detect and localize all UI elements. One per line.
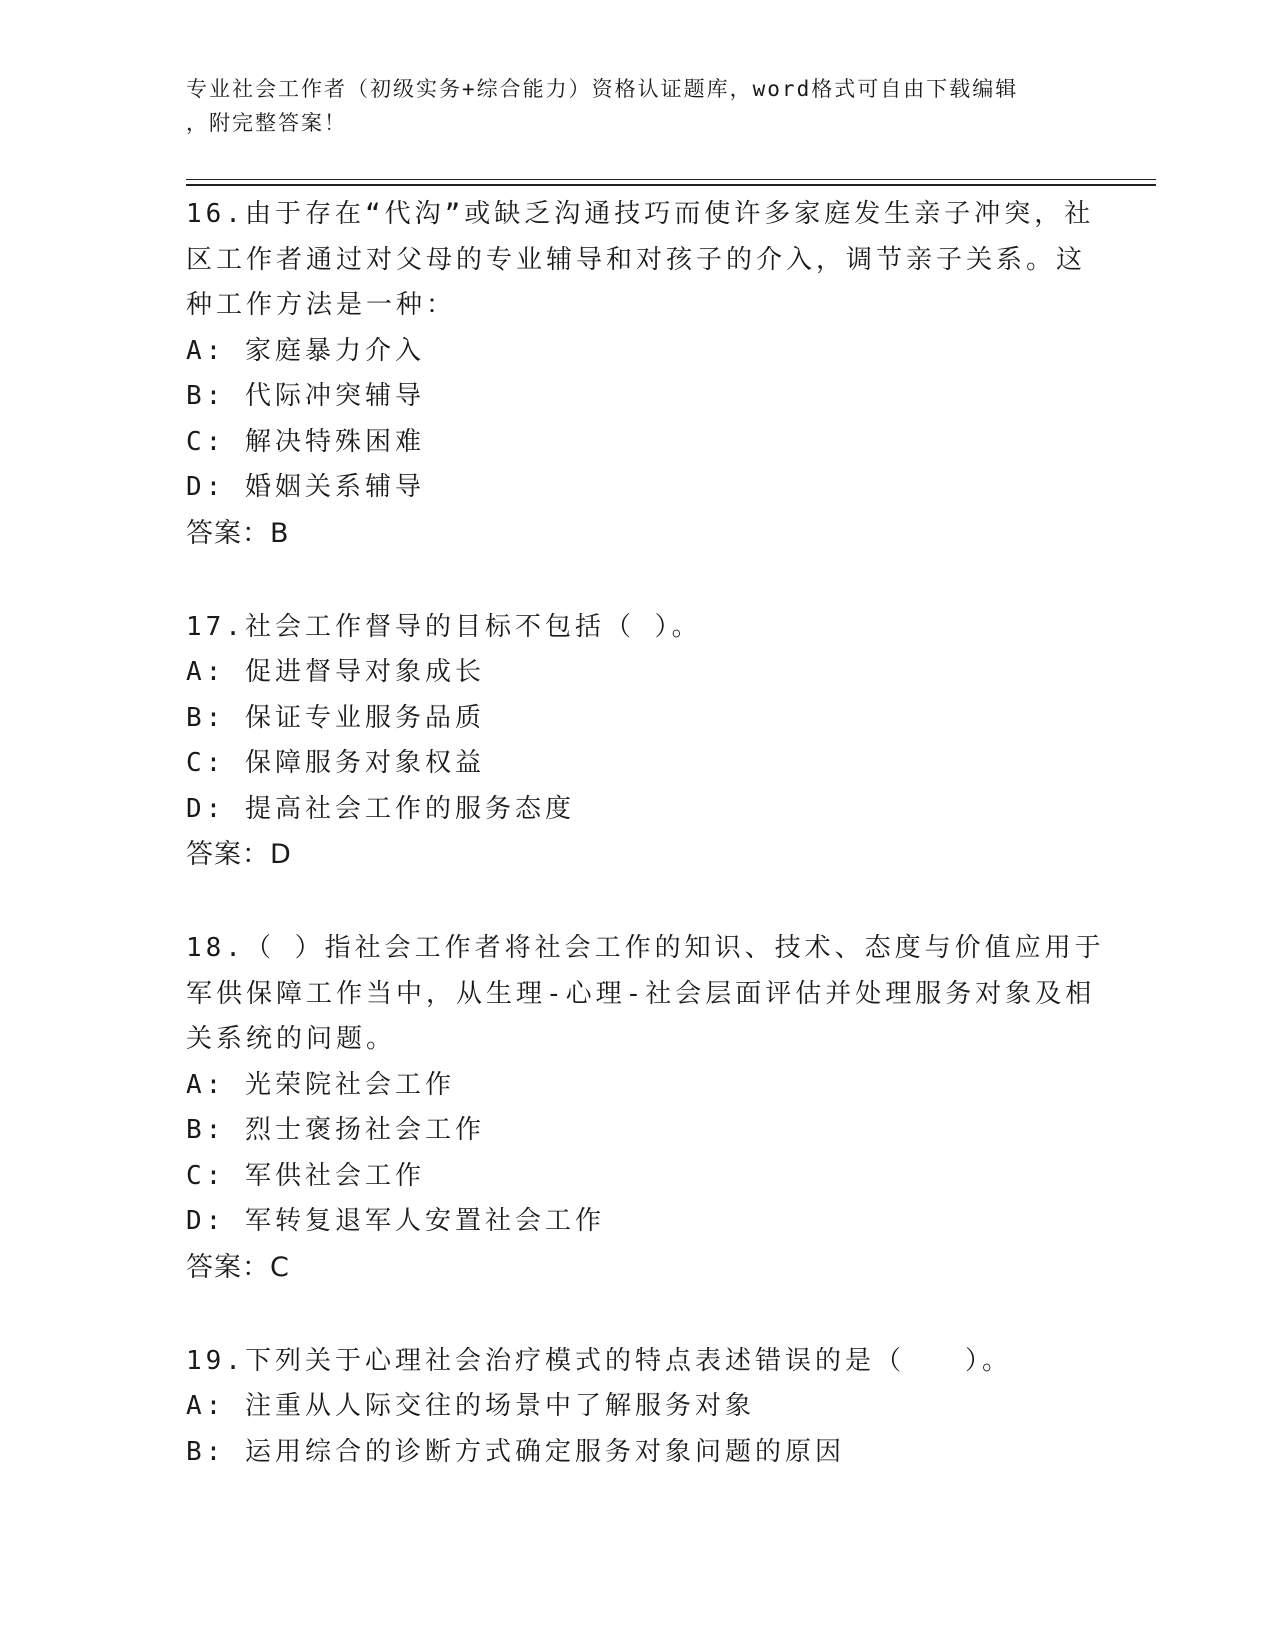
question-17 <box>186 605 1086 879</box>
question-18 <box>186 926 1105 1291</box>
question-text-line: 17.社会工作督导的目标不包括（ ）。 <box>186 611 702 642</box>
question-19 <box>186 1339 1086 1476</box>
option-d: D: 婚姻关系辅导 <box>186 472 425 502</box>
header-divider-thick <box>186 184 1156 186</box>
question-text-line: 区工作者通过对父母的专业辅导和对孩子的介入，调节亲子关系。这 <box>186 244 1087 275</box>
header-title-line-1: 专业社会工作者（初级实务+综合能力）资格认证题库，word格式可自由下载编辑 <box>186 77 1019 101</box>
option-a: A: 注重从人际交往的场景中了解服务对象 <box>186 1391 755 1421</box>
answer-line: 答案：D <box>186 839 292 870</box>
answer-line: 答案：B <box>186 517 290 549</box>
option-b: B: 烈士褒扬社会工作 <box>186 1115 485 1145</box>
question-text-line: 种工作方法是一种： <box>186 290 457 320</box>
option-a: A: 光荣院社会工作 <box>186 1069 455 1100</box>
option-b: B: 代际冲突辅导 <box>186 381 425 411</box>
header-divider-thin <box>186 179 1156 180</box>
document-header <box>186 72 1086 140</box>
option-d: D: 军转复退军人安置社会工作 <box>186 1206 605 1236</box>
question-text-line: 18.（ ）指社会工作者将社会工作的知识、技术、态度与价值应用于 <box>186 933 1105 963</box>
answer-line: 答案：C <box>186 1251 290 1283</box>
option-b: B: 保证专业服务品质 <box>186 702 485 733</box>
option-c: C: 军供社会工作 <box>186 1160 425 1191</box>
option-a: A: 家庭暴力介入 <box>186 335 425 366</box>
question-16 <box>186 192 1095 557</box>
option-a: A: 促进督导对象成长 <box>186 657 485 687</box>
question-text-line: 16.由于存在“代沟”或缺乏沟通技巧而使许多家庭发生亲子冲突，社 <box>186 199 1095 229</box>
question-text-line: 关系统的问题。 <box>186 1024 397 1054</box>
question-text-line: 19.下列关于心理社会治疗模式的特点表述错误的是（ ）。 <box>186 1345 1012 1376</box>
option-b: B: 运用综合的诊断方式确定服务对象问题的原因 <box>186 1436 845 1467</box>
option-d: D: 提高社会工作的服务态度 <box>186 793 575 824</box>
header-title-line-2: ，附完整答案！ <box>186 111 347 135</box>
option-c: C: 保障服务对象权益 <box>186 748 485 778</box>
question-list <box>186 192 1105 1523</box>
option-c: C: 解决特殊困难 <box>186 426 425 457</box>
question-text-line: 军供保障工作当中，从生理-心理-社会层面评估并处理服务对象及相 <box>186 978 1096 1009</box>
